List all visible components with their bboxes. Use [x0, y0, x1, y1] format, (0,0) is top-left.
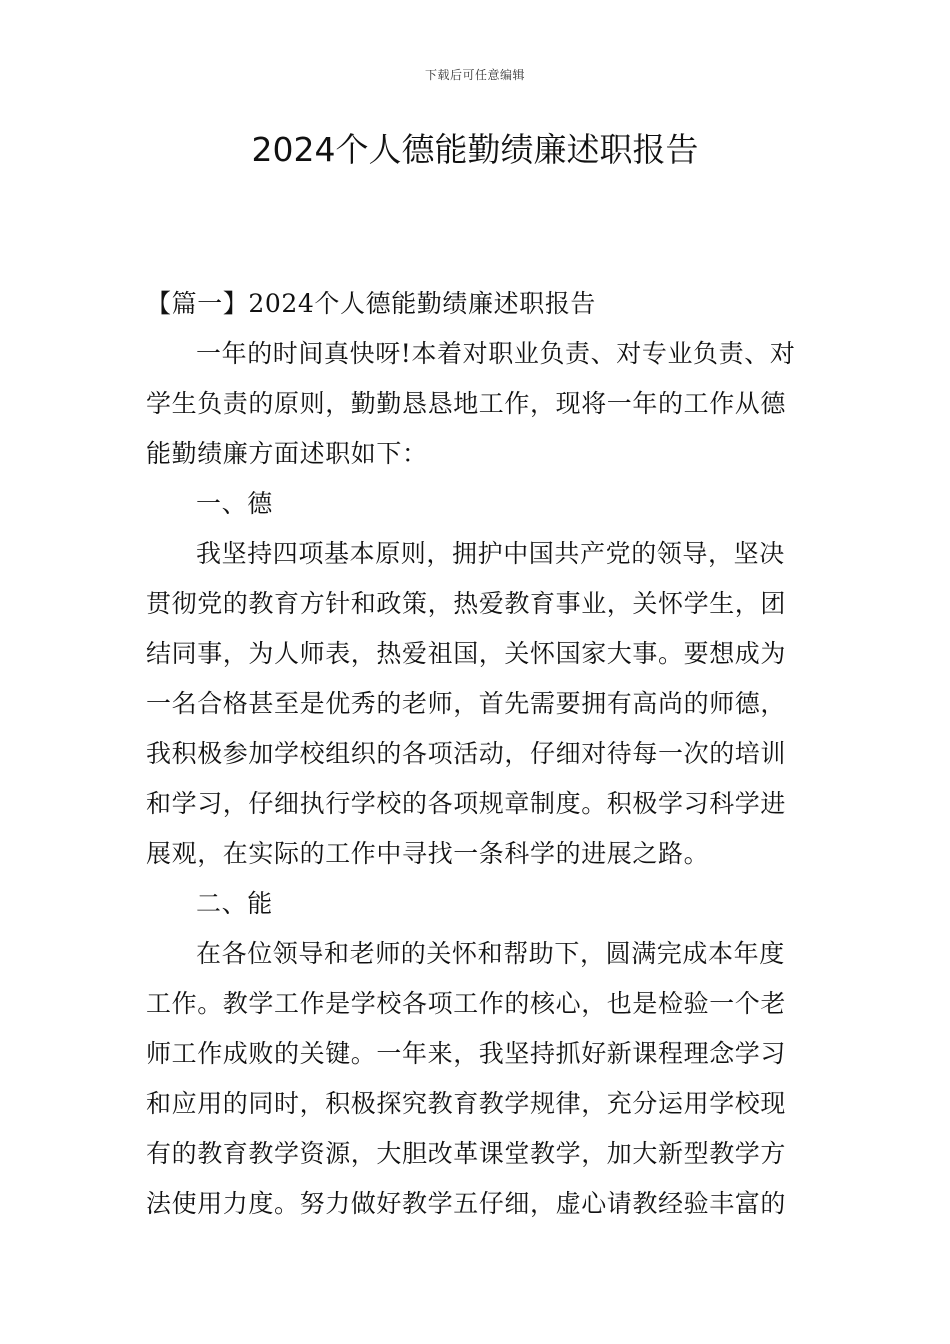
heading-neng: 二、能 [196, 889, 273, 918]
neng-paragraph: 在各位领导和老师的关怀和帮助下，圆满完成本年度工作。教学工作是学校各项工作的核心，也是检验一个老师工作成败的关键。一年来，我坚持抓好新课程理念学习和应用的同时，积极探究教育教学规律，充分运用学校现有的教育教学资源，大胆改革课堂教学，加大新型教学方法使用力度。努力做好教学五仔细，虚心请教经验丰富的 [146, 939, 787, 1218]
intro-paragraph: 一年的时间真快呀!本着对职业负责、对专业负责、对学生负责的原则，勤勤恳恳地工作，现将一年的工作从德能勤绩廉方面述职如下： [146, 339, 796, 468]
header-note: 下载后可任意编辑 [424, 68, 525, 82]
document-title: 2024个人德能勤绩廉述职报告 [251, 130, 699, 169]
document-body [146, 279, 806, 1229]
heading-de: 一、德 [196, 489, 273, 518]
de-paragraph: 我坚持四项基本原则，拥护中国共产党的领导，坚决贯彻党的教育方针和政策，热爱教育事业，关怀学生，团结同事，为人师表，热爱祖国，关怀国家大事。要想成为一名合格甚至是优秀的老师，首先需要拥有高尚的师德，我积极参加学校组织的各项活动，仔细对待每一次的培训和学习，仔细执行学校的各项规章制度。积极学习科学进展观，在实际的工作中寻找一条科学的进展之路。 [146, 539, 787, 868]
section-heading: 【篇一】2024个人德能勤绩廉述职报告 [146, 289, 597, 318]
